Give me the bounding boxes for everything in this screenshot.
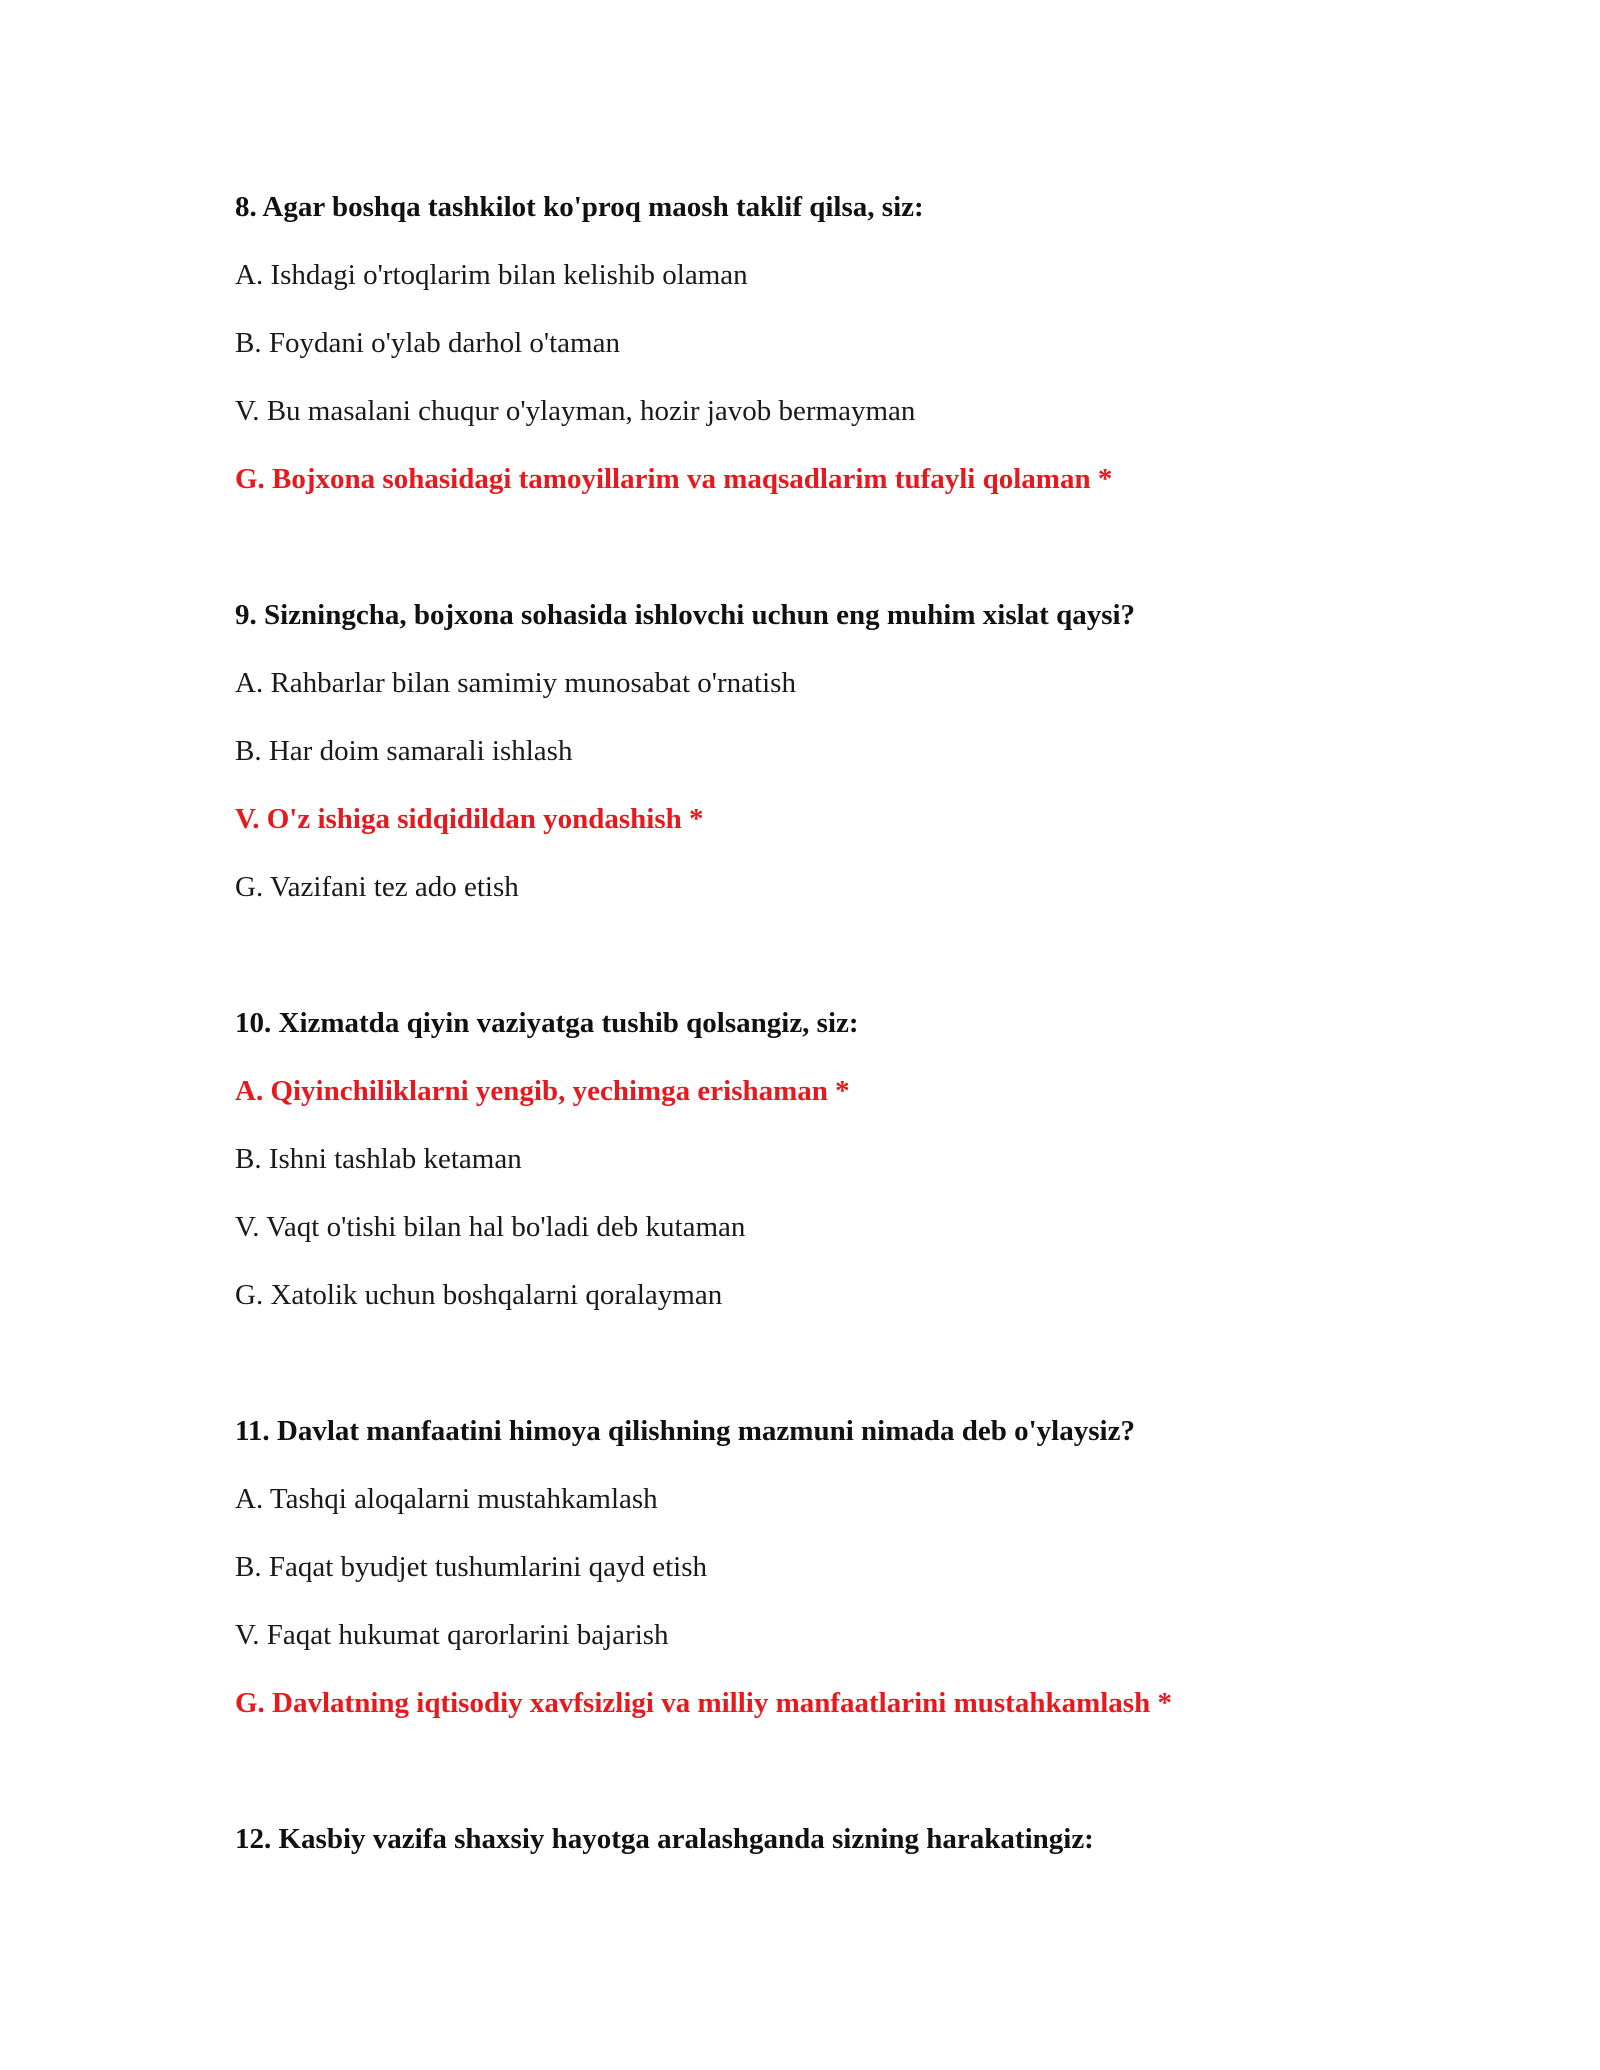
question-10-option-g: G. Xatolik uchun boshqalarni qoralayman (235, 1279, 723, 1311)
question-9-option-v-correct: V. O'z ishiga sidqidildan yondashish * (235, 803, 704, 835)
question-9-title: 9. Sizningcha, bojxona sohasida ishlovchi uchun eng muhim xislat qaysi? (235, 599, 1136, 631)
question-11-option-b: B. Faqat byudjet tushumlarini qayd etish (235, 1551, 708, 1583)
question-8-option-a: A. Ishdagi o'rtoqlarim bilan kelishib olaman (235, 259, 748, 291)
question-10-title: 10. Xizmatda qiyin vaziyatga tushib qolsangiz, siz: (235, 1007, 859, 1039)
question-11-title: 11. Davlat manfaatini himoya qilishning mazmuni nimada deb o'ylaysiz? (235, 1415, 1135, 1447)
question-9-option-a: A. Rahbarlar bilan samimiy munosabat o'rnatish (235, 667, 796, 699)
question-10-option-b: B. Ishni tashlab ketaman (235, 1143, 522, 1175)
question-8-option-g-correct: G. Bojxona sohasidagi tamoyillarim va maqsadlarim tufayli qolaman * (235, 463, 1113, 495)
question-8-option-b: B. Foydani o'ylab darhol o'taman (235, 327, 620, 359)
question-12-title: 12. Kasbiy vazifa shaxsiy hayotga aralashganda sizning harakatingiz: (235, 1823, 1094, 1855)
question-11-option-a: A. Tashqi aloqalarni mustahkamlash (235, 1483, 658, 1515)
question-9-option-b: B. Har doim samarali ishlash (235, 735, 573, 767)
question-10-option-v: V. Vaqt o'tishi bilan hal bo'ladi deb kutaman (235, 1211, 746, 1243)
question-11-option-v: V. Faqat hukumat qarorlarini bajarish (235, 1619, 669, 1651)
question-8-option-v: V. Bu masalani chuqur o'ylayman, hozir javob bermayman (235, 395, 916, 427)
question-10-option-a-correct: A. Qiyinchiliklarni yengib, yechimga erishaman * (235, 1075, 850, 1107)
question-11-option-g-correct: G. Davlatning iqtisodiy xavfsizligi va milliy manfaatlarini mustahkamlash * (235, 1687, 1172, 1719)
question-9-option-g: G. Vazifani tez ado etish (235, 871, 519, 903)
question-8-title: 8. Agar boshqa tashkilot ko'proq maosh taklif qilsa, siz: (235, 191, 924, 223)
